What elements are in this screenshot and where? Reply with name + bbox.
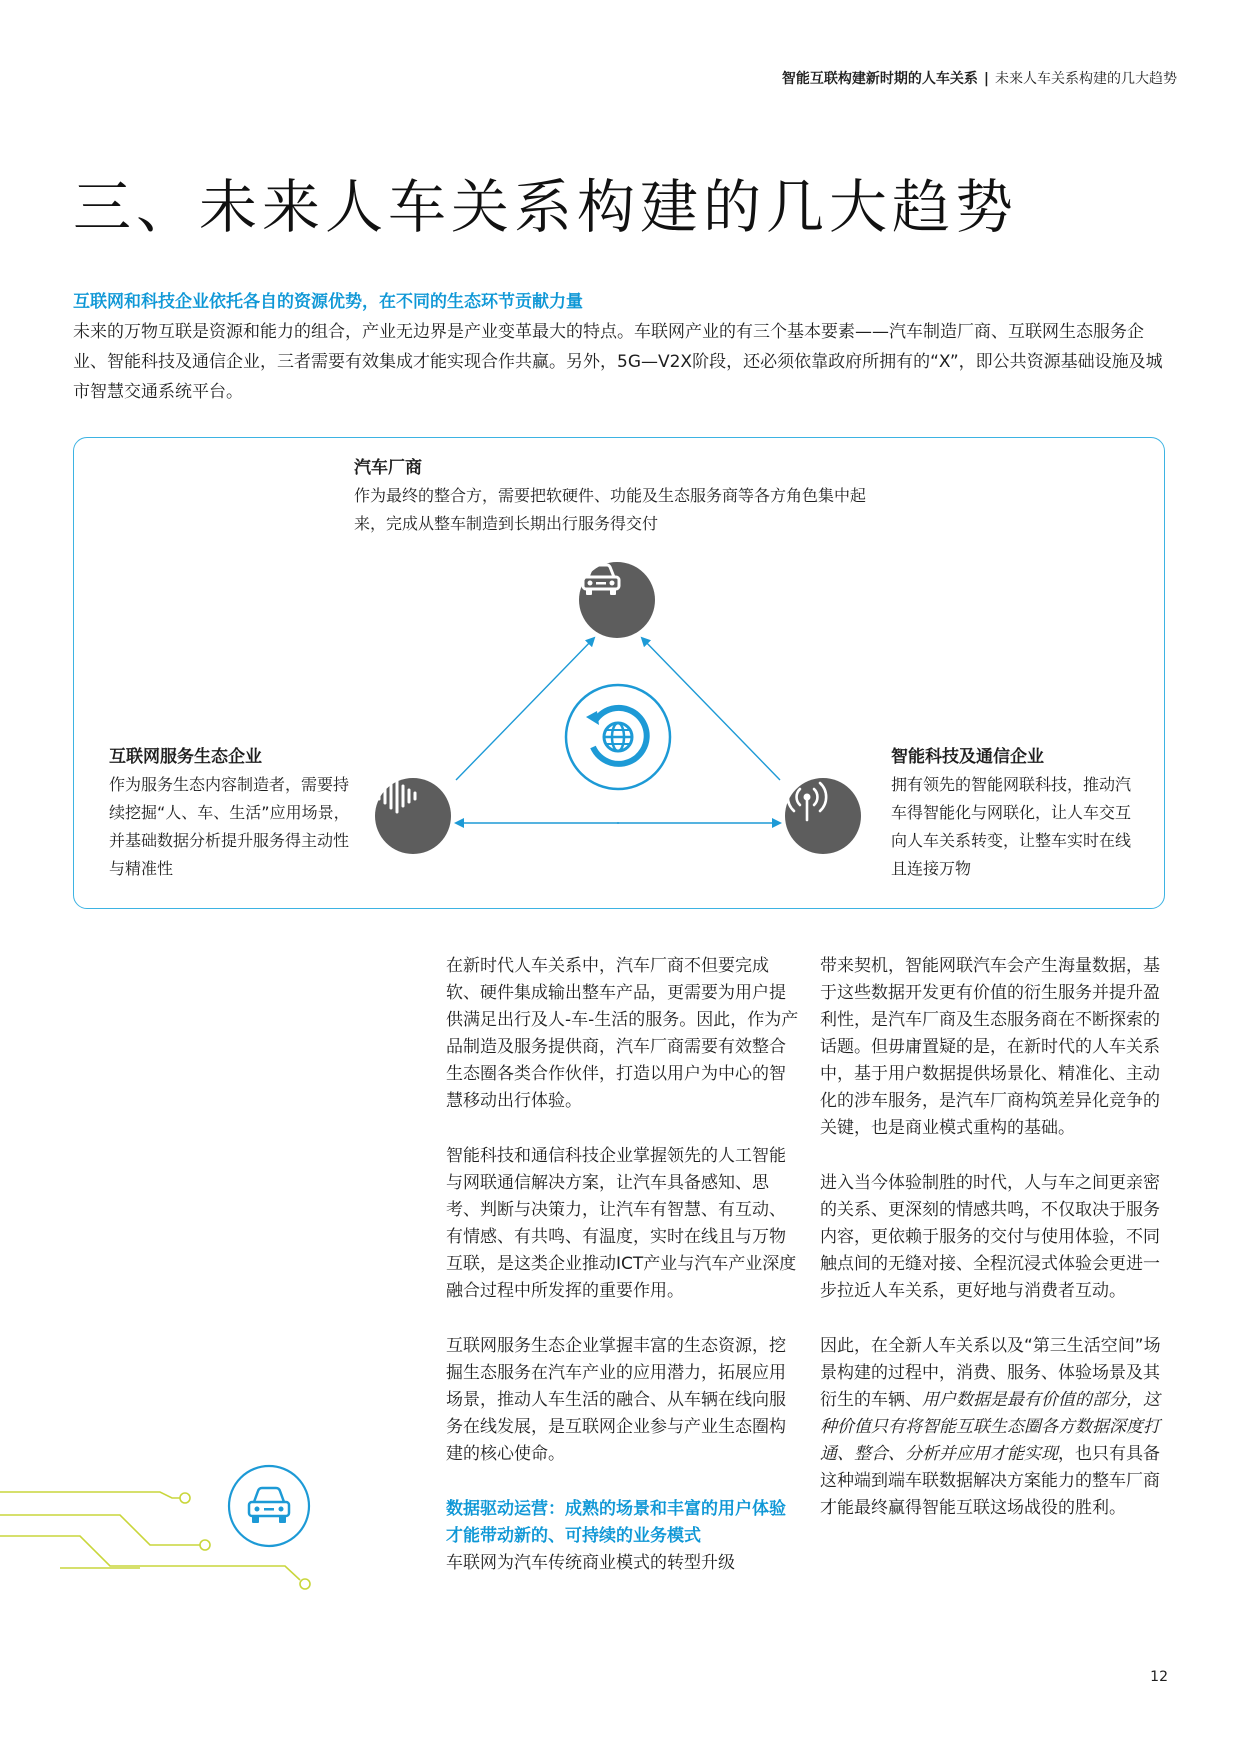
col2-p3-start: 因此，在全新人车关系以及“第三生活空间”场景构建的过程中，消费、服务、体验场景及其衍生的车辆、 xyxy=(820,1336,1161,1410)
sound-wave-icon xyxy=(375,778,451,854)
globe-refresh-icon xyxy=(562,681,674,793)
col1-paragraph-1: 在新时代人车关系中，汽车厂商不但要完成软、硬件集成输出整车产品，更需要为用户提供满足出行及人-车-生活的服务。因此，作为产品制造及服务提供商，汽车厂商需要有效整合生态圈各类合作伙伴，打造以用户为中心的智慧移动出行体验。 xyxy=(446,956,799,1111)
node-automaker-text: 作为最终的整合方，需要把软硬件、功能及生态服务商等各方角色集中起来，完成从整车制造到长期出行服务得交付 xyxy=(354,486,867,533)
page-number: 12 xyxy=(1150,1669,1168,1685)
ecosystem-diagram xyxy=(73,437,1165,909)
col1-paragraph-3: 互联网服务生态企业掌握丰富的生态资源，挖掘生态服务在汽车产业的应用潜力，拓展应用场景，推动人车生活的融合、从车辆在线向服务在线发展，是互联网企业参与产业生态圈构建的核心使命。 xyxy=(446,1336,786,1464)
body-column-left xyxy=(446,953,801,1605)
col2-paragraph-3 xyxy=(820,1333,1175,1522)
col2-paragraph-1: 带来契机，智能网联汽车会产生海量数据，基于这些数据开发更有价值的衍生服务并提升盈利性，是汽车厂商及生态服务商在不断探索的话题。但毋庸置疑的是，在新时代的人车关系中，基于用户数据提供场景化、精准化、主动化的涉车服务，是汽车厂商构筑差异化竞争的关键，也是商业模式重构的基础。 xyxy=(820,956,1160,1138)
intro-heading: 互联网和科技企业依托各自的资源优势，在不同的生态环节贡献力量 xyxy=(73,292,583,312)
col2-paragraph-2: 进入当今体验制胜的时代，人与车之间更亲密的关系、更深刻的情感共鸣，不仅取决于服务内容，更依赖于服务的交付与使用体验，不同触点间的无缝对接、全程沉浸式体验会更进一步拉近人车关系，更好地与消费者互动。 xyxy=(820,1173,1160,1301)
node-tech-text: 拥有领先的智能网联科技，推动汽车得智能化与网联化，让人车交互向人车关系转变，让整车实时在线且连接万物 xyxy=(891,775,1132,878)
intro-body: 未来的万物互联是资源和能力的组合，产业无边界是产业变革最大的特点。车联网产业的有三个基本要素——汽车制造厂商、互联网生态服务企业、智能科技及通信企业，三者需要有效集成才能实现合作共赢。另外，5G—V2X阶段，还必须依靠政府所拥有的“X”，即公共资源基础设施及城市智慧交通系统平台。 xyxy=(73,322,1163,402)
node-internet-text: 作为服务生态内容制造者，需要持续挖掘“人、车、生活”应用场景，并基础数据分析提升服务得主动性与精准性 xyxy=(109,775,350,878)
col1-paragraph-2: 智能科技和通信科技企业掌握领先的人工智能与网联通信解决方案，让汽车具备感知、思考、判断与决策力，让汽车有智慧、有互动、有情感、有共鸣、有温度，实时在线且与万物互联，是这类企业推动ICT产业与汽车产业深度融合过程中所发挥的重要作用。 xyxy=(446,1146,797,1301)
node-internet-service xyxy=(109,743,359,883)
node-automaker xyxy=(354,454,874,538)
header-separator: | xyxy=(983,71,989,87)
signal-antenna-icon xyxy=(785,778,861,854)
body-column-right xyxy=(820,953,1175,1550)
node-tech-telecom xyxy=(891,743,1131,883)
node-tech-title: 智能科技及通信企业 xyxy=(891,747,1044,767)
header-chapter-title: 未来人车关系构建的几大趋势 xyxy=(995,71,1177,87)
header-section-title: 智能互联构建新时期的人车关系 xyxy=(781,71,978,87)
car-icon xyxy=(579,562,655,638)
node-automaker-title: 汽车厂商 xyxy=(354,458,422,478)
circuit-decoration xyxy=(0,1440,340,1620)
col2-p3-emphasis: 用户数据是最有价值的部分，这种价值只有将智能互联生态圈各方数据深度打通、整合、分析并应用才能实现 xyxy=(820,1390,1160,1464)
car-outline-icon xyxy=(229,1466,309,1546)
node-internet-title: 互联网服务生态企业 xyxy=(109,747,262,767)
page-title: 三、未来人车关系构建的几大趋势 xyxy=(73,173,1019,241)
col2-p3-end: ，也只有具备这种端到端车联数据解决方案能力的整车厂商才能最终赢得智能互联这场战役的胜利。 xyxy=(820,1444,1160,1518)
intro-section xyxy=(73,287,1173,407)
col1-paragraph-4: 车联网为汽车传统商业模式的转型升级 xyxy=(446,1553,735,1573)
running-header xyxy=(782,68,1177,88)
col1-subheading: 数据驱动运营：成熟的场景和丰富的用户体验才能带动新的、可持续的业务模式 xyxy=(446,1499,786,1546)
